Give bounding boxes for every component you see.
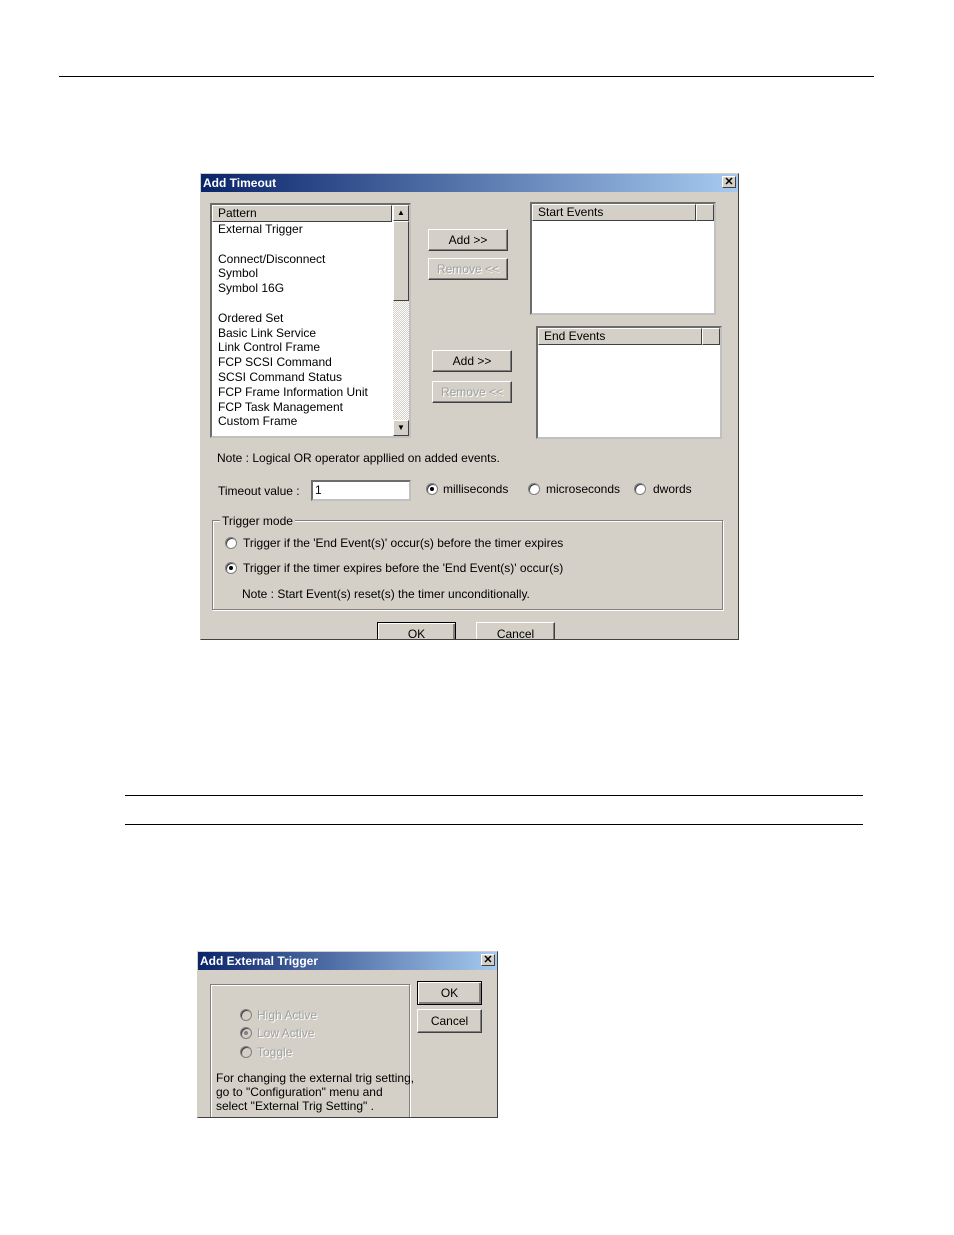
close-icon[interactable]: ✕ xyxy=(481,954,495,966)
dwords-radio[interactable] xyxy=(634,483,646,495)
trigger-mode-label: Trigger mode xyxy=(222,514,293,528)
ext-ok-button[interactable]: OK xyxy=(417,981,482,1005)
pattern-list-item[interactable]: Connect/Disconnect xyxy=(218,251,326,266)
pattern-list-item[interactable]: FCP Task Management xyxy=(218,399,343,414)
pattern-list-item[interactable]: Custom Frame xyxy=(218,414,298,429)
start-events-list[interactable] xyxy=(530,202,716,315)
pattern-list-item[interactable]: Basic Link Service xyxy=(218,325,317,340)
remove-end-event-button[interactable]: Remove << xyxy=(432,381,512,403)
scroll-thumb[interactable] xyxy=(393,221,409,301)
add-timeout-dialog xyxy=(200,173,739,640)
pattern-list-header[interactable]: Pattern xyxy=(212,205,392,222)
milliseconds-radio[interactable] xyxy=(426,483,438,495)
timeout-input[interactable]: 1 xyxy=(311,480,411,501)
pattern-scrollbar[interactable] xyxy=(393,205,409,436)
microseconds-label[interactable]: microseconds xyxy=(546,482,621,496)
ext-cancel-button[interactable]: Cancel xyxy=(417,1009,482,1033)
add-external-trigger-dialog xyxy=(197,951,498,1118)
add-external-trigger-title: Add External Trigger xyxy=(198,952,497,970)
toggle-label[interactable]: Toggle xyxy=(257,1045,293,1059)
low-active-radio[interactable] xyxy=(240,1027,252,1039)
pattern-list-item[interactable]: FCP SCSI Command xyxy=(218,355,332,370)
dwords-label[interactable]: dwords xyxy=(653,482,692,496)
add-timeout-title: Add Timeout xyxy=(201,174,738,192)
timeout-label: Timeout value : xyxy=(218,484,300,498)
end-events-list[interactable] xyxy=(536,326,722,439)
scroll-up-icon[interactable]: ▲ xyxy=(393,205,409,221)
ok-button[interactable]: OK xyxy=(377,622,456,640)
ext-info-line-1: For changing the external trig setting, xyxy=(216,1071,415,1085)
add-start-event-button[interactable]: Add >> xyxy=(428,229,508,251)
high-active-label[interactable]: High Active xyxy=(257,1008,318,1022)
trigger-on-expire-radio[interactable] xyxy=(225,562,237,574)
high-active-radio[interactable] xyxy=(240,1009,252,1021)
pattern-list-item[interactable]: FCP Frame Information Unit xyxy=(218,384,368,399)
pattern-list-item[interactable]: Link Control Frame xyxy=(218,340,321,355)
toggle-radio[interactable] xyxy=(240,1046,252,1058)
middle-rule-1 xyxy=(125,795,863,796)
pattern-list-item[interactable]: Symbol xyxy=(218,266,259,281)
start-events-header[interactable]: Start Events xyxy=(532,204,696,221)
scroll-down-icon[interactable]: ▼ xyxy=(393,420,409,436)
cancel-button[interactable]: Cancel xyxy=(476,622,555,640)
ext-info-line-2: go to "Configuration" menu and xyxy=(216,1085,383,1099)
or-note: Note : Logical OR operator appllied on added events. xyxy=(217,451,500,465)
add-end-event-button[interactable]: Add >> xyxy=(432,350,512,372)
pattern-list[interactable] xyxy=(210,203,411,438)
pattern-list-item[interactable]: External Trigger xyxy=(218,222,303,236)
low-active-label[interactable]: Low Active xyxy=(257,1026,315,1040)
remove-start-event-button[interactable]: Remove << xyxy=(428,258,508,280)
trigger-before-expire-label[interactable]: Trigger if the 'End Event(s)' occur(s) before the timer expires xyxy=(243,536,564,550)
pattern-list-item[interactable]: Ordered Set xyxy=(218,310,284,325)
middle-rule-2 xyxy=(125,824,863,825)
close-icon[interactable]: ✕ xyxy=(722,176,736,188)
end-events-header[interactable]: End Events xyxy=(538,328,702,345)
milliseconds-label[interactable]: milliseconds xyxy=(443,482,509,496)
trigger-on-expire-label[interactable]: Trigger if the timer expires before the 'End Event(s)' occur(s) xyxy=(243,561,564,575)
top-rule xyxy=(59,76,874,77)
trigger-before-expire-radio[interactable] xyxy=(225,537,237,549)
pattern-list-item[interactable]: Symbol 16G xyxy=(218,281,285,296)
ext-info-line-3: select "External Trig Setting" . xyxy=(216,1099,374,1113)
pattern-list-item[interactable]: SCSI Command Status xyxy=(218,370,343,384)
microseconds-radio[interactable] xyxy=(528,483,540,495)
reset-note: Note : Start Event(s) reset(s) the timer unconditionally. xyxy=(242,587,530,601)
